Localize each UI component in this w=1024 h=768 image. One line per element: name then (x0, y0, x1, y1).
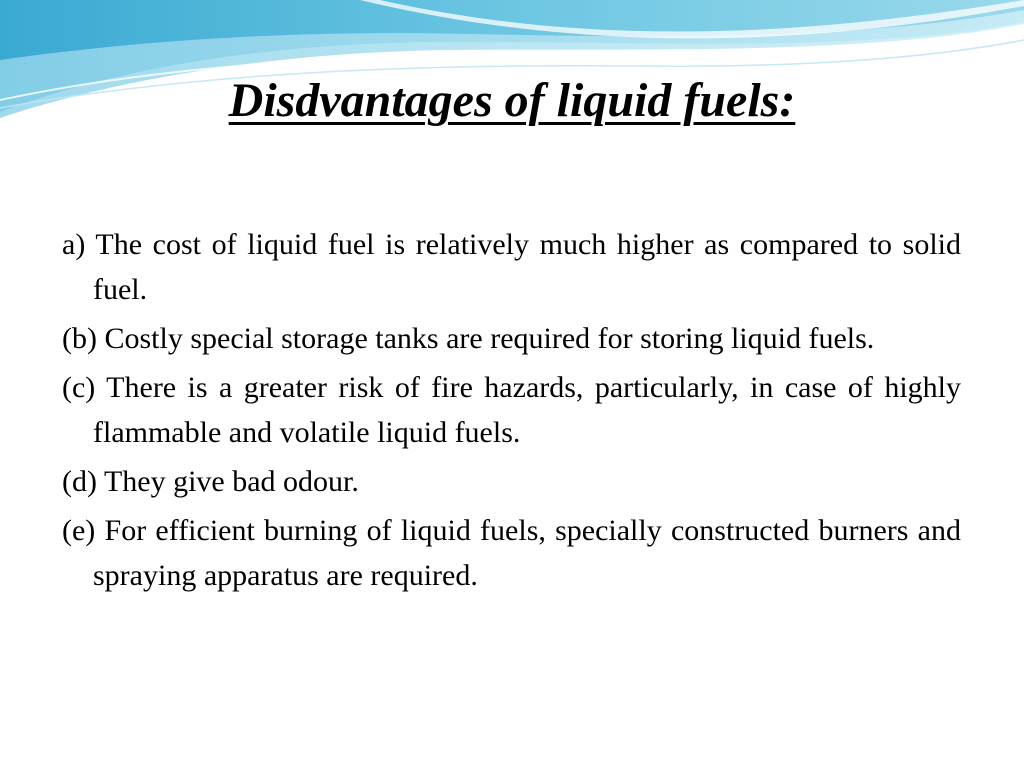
disadvantages-list (62, 222, 961, 602)
slide-title: Disdvantages of liquid fuels: (228, 74, 796, 127)
list-item-b: (b) Costly special storage tanks are required for storing liquid fuels. (62, 322, 875, 355)
list-item-a: a) The cost of liquid fuel is relatively much higher as compared to solid fuel. (62, 228, 961, 306)
list-item-c: (c) There is a greater risk of fire hazards, particularly, in case of highly flammable and volatile liquid fuels. (62, 371, 961, 449)
list-item-e: (e) For efficient burning of liquid fuels, specially constructed burners and spraying apparatus are required. (62, 514, 961, 592)
list-item-d: (d) They give bad odour. (62, 465, 359, 498)
